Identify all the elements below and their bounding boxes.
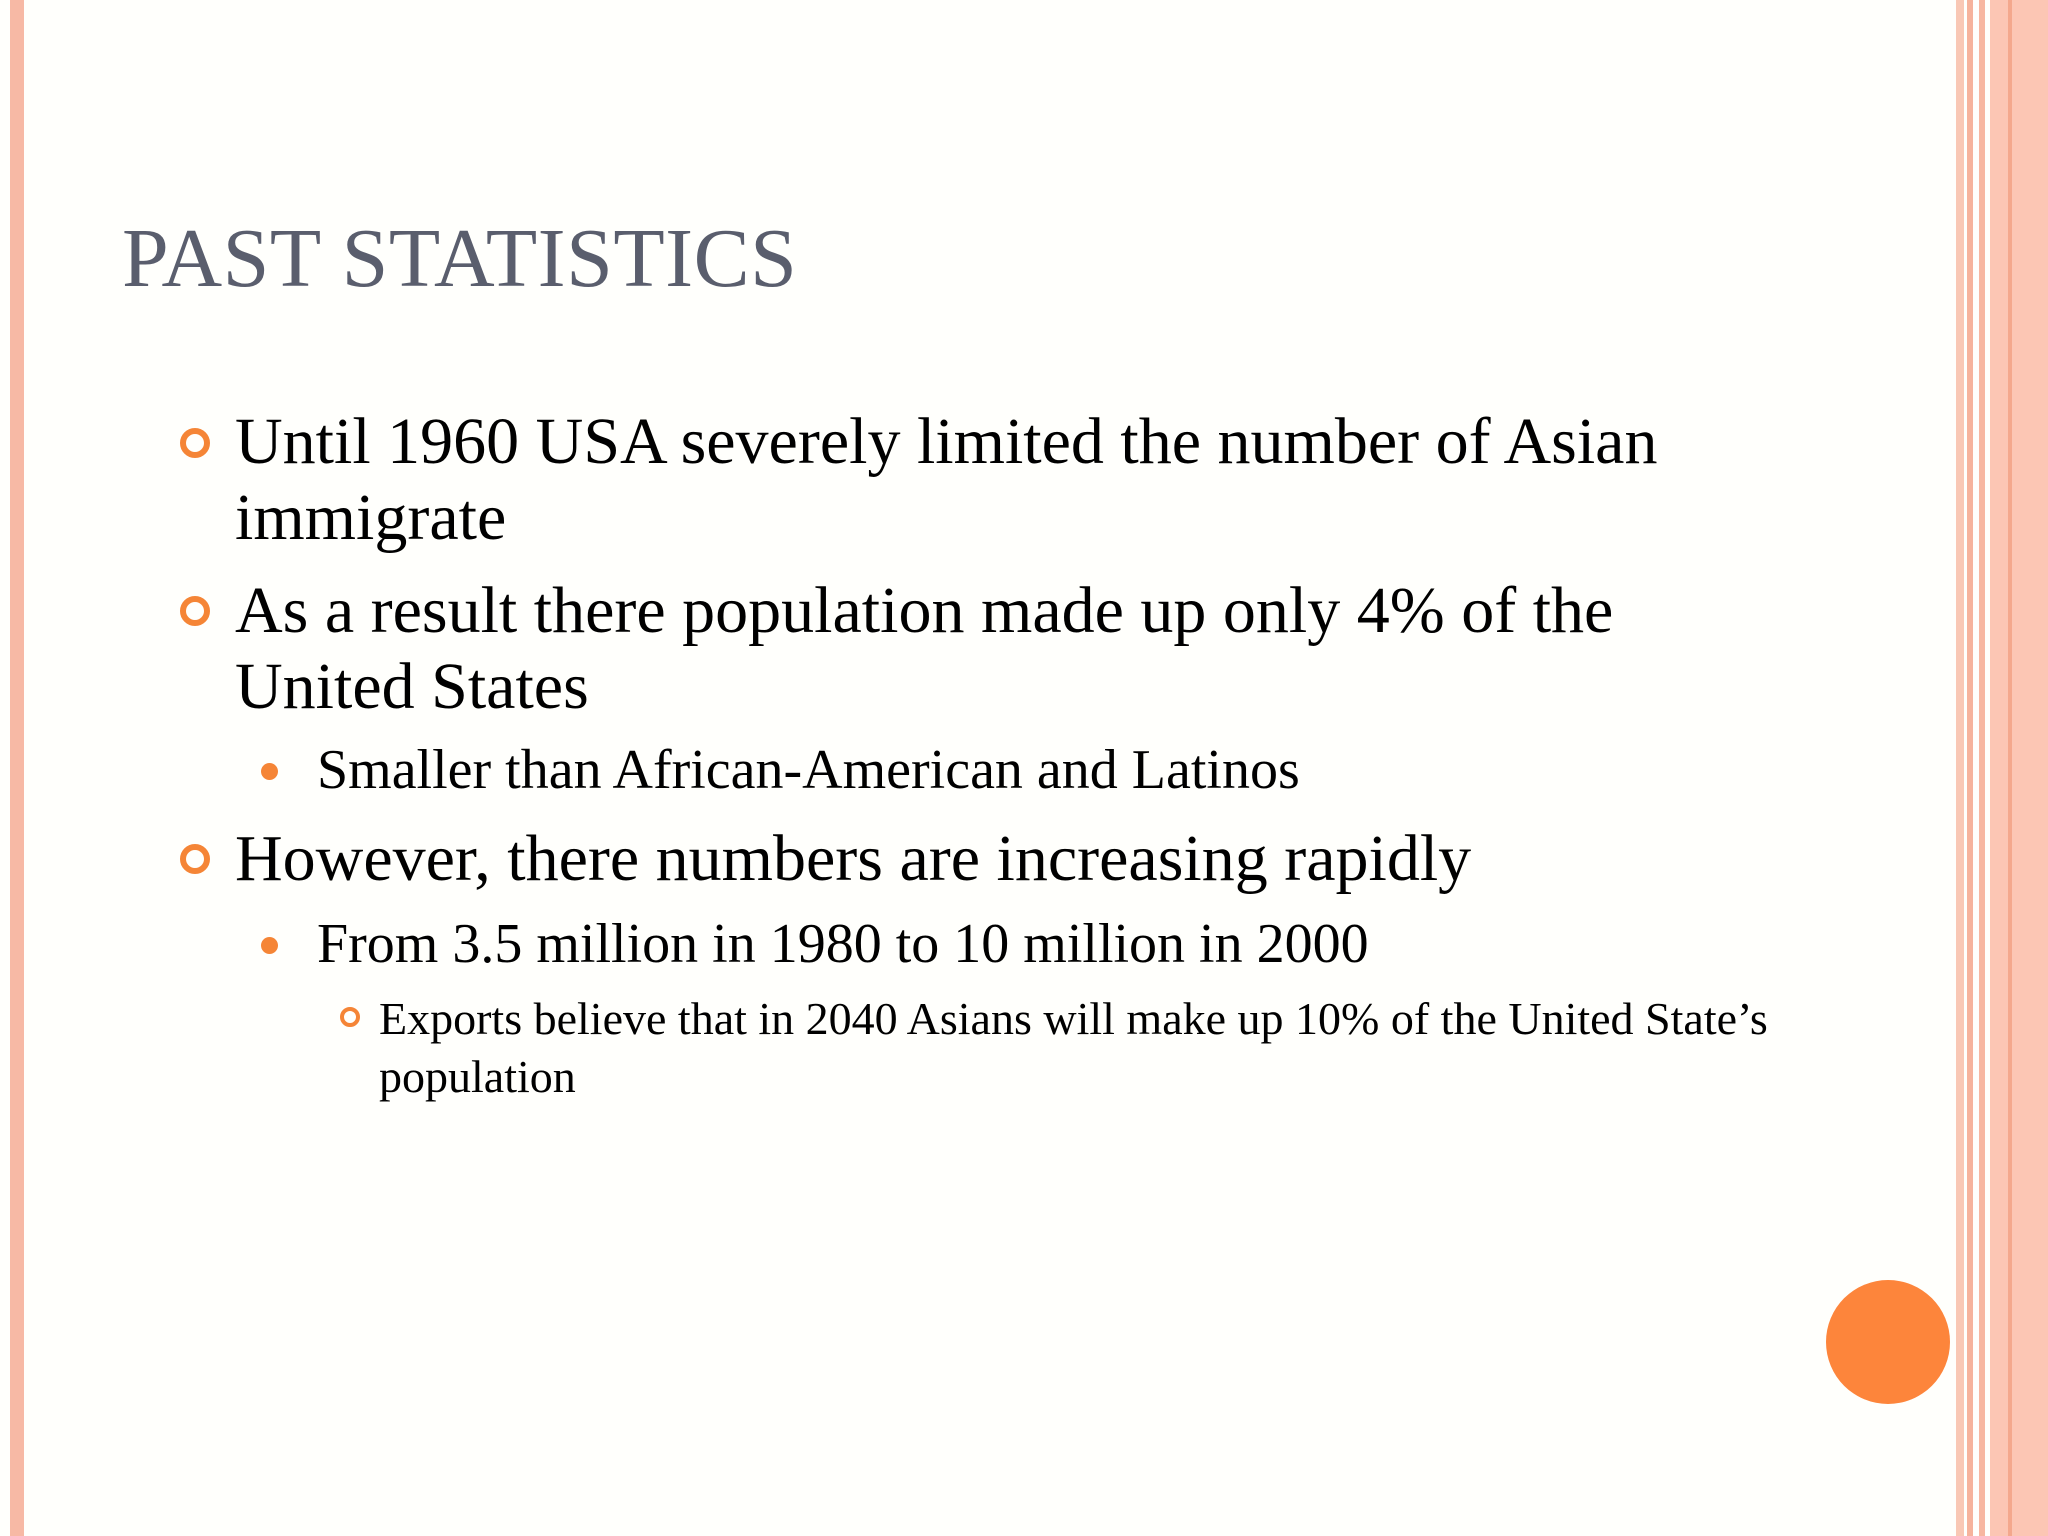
dot-bullet-icon xyxy=(261,937,278,954)
bullet-item-level-2: Smaller than African-American and Latinos xyxy=(317,739,1300,801)
slide-title: PAST STATISTICS xyxy=(122,212,798,305)
bullet-item-level-1: Until 1960 USA severely limited the number of Asian immigrate xyxy=(235,405,1658,554)
ring-bullet-icon xyxy=(340,1007,360,1027)
ring-bullet-icon xyxy=(180,596,210,626)
ring-bullet-icon xyxy=(180,844,210,874)
bullet-item-level-3: Exports believe that in 2040 Asians will make up 10% of the United State’s population xyxy=(379,993,1768,1102)
bullet-item-level-2: From 3.5 million in 1980 to 10 million in 2000 xyxy=(317,913,1369,975)
left-border-stripe xyxy=(10,0,24,1536)
dot-bullet-icon xyxy=(261,763,278,780)
bullet-item-level-1: However, there numbers are increasing rapidly xyxy=(235,822,1472,895)
right-border-stripe xyxy=(1956,0,1964,1536)
decorative-circle xyxy=(1826,1280,1950,1404)
right-border-stripe xyxy=(2008,0,2012,1536)
ring-bullet-icon xyxy=(180,428,210,458)
right-border-stripe xyxy=(1990,0,2048,1536)
bullet-item-level-1: As a result there population made up only 4% of the United States xyxy=(235,574,1614,723)
